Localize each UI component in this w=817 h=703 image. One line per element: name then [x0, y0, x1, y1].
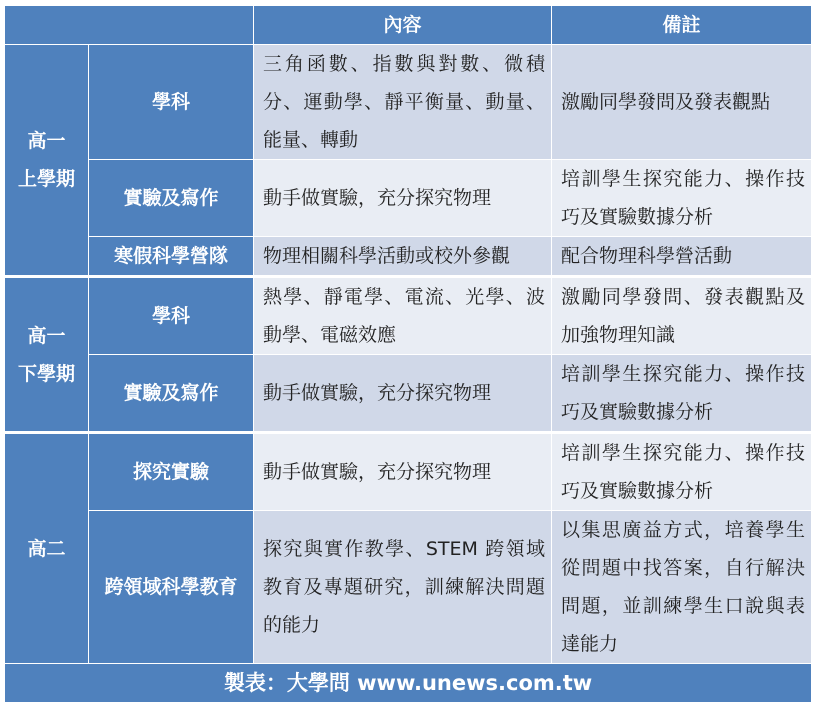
note-cell: 培訓學生探究能力、操作技巧及實驗數據分析 — [552, 160, 812, 237]
content-cell: 物理相關科學活動或校外參觀 — [254, 237, 552, 277]
category-cell: 探究實驗 — [89, 433, 254, 511]
table-row — [5, 511, 812, 664]
header-row — [5, 6, 812, 45]
footer-credit: 製表：大學問 www.unews.com.tw — [5, 664, 812, 703]
level-label: 高一 上學期 — [17, 130, 75, 190]
level-cell — [5, 277, 89, 433]
category-cell: 實驗及寫作 — [89, 160, 254, 237]
content-cell: 熱學、靜電學、電流、光學、波動學、電磁效應 — [254, 277, 552, 355]
content-cell: 動手做實驗，充分探究物理 — [254, 160, 552, 237]
level-cell — [5, 433, 89, 664]
category-cell: 學科 — [89, 45, 254, 160]
note-cell: 激勵同學發問及發表觀點 — [552, 45, 812, 160]
category-cell: 實驗及寫作 — [89, 355, 254, 433]
category-cell: 學科 — [89, 277, 254, 355]
category-cell: 跨領域科學教育 — [89, 511, 254, 664]
content-cell: 動手做實驗，充分探究物理 — [254, 433, 552, 511]
level-label: 高一 下學期 — [17, 324, 75, 385]
content-cell: 動手做實驗，充分探究物理 — [254, 355, 552, 433]
footer-row — [5, 664, 812, 703]
note-cell: 配合物理科學營活動 — [552, 237, 812, 277]
level-cell — [5, 45, 89, 277]
curriculum-table — [4, 5, 812, 703]
note-cell: 培訓學生探究能力、操作技巧及實驗數據分析 — [552, 355, 812, 433]
table-row — [5, 45, 812, 160]
note-cell: 以集思廣益方式，培養學生從問題中找答案，自行解決問題，並訓練學生口說與表達能力 — [552, 511, 812, 664]
table-row — [5, 355, 812, 433]
note-cell: 激勵同學發問、發表觀點及加強物理知識 — [552, 277, 812, 355]
content-cell: 探究與實作教學、STEM 跨領域教育及專題研究，訓練解決問題的能力 — [254, 511, 552, 664]
note-cell: 培訓學生探究能力、操作技巧及實驗數據分析 — [552, 433, 812, 511]
header-content: 內容 — [254, 6, 552, 45]
header-blank-cell — [5, 6, 254, 45]
table-row — [5, 237, 812, 277]
level-label: 高二 — [27, 537, 66, 560]
content-cell: 三角函數、指數與對數、微積分、運動學、靜平衡量、動量、能量、轉動 — [254, 45, 552, 160]
category-cell: 寒假科學營隊 — [89, 237, 254, 277]
table-row — [5, 277, 812, 355]
table-row — [5, 160, 812, 237]
header-note: 備註 — [552, 6, 812, 45]
table-row — [5, 433, 812, 511]
